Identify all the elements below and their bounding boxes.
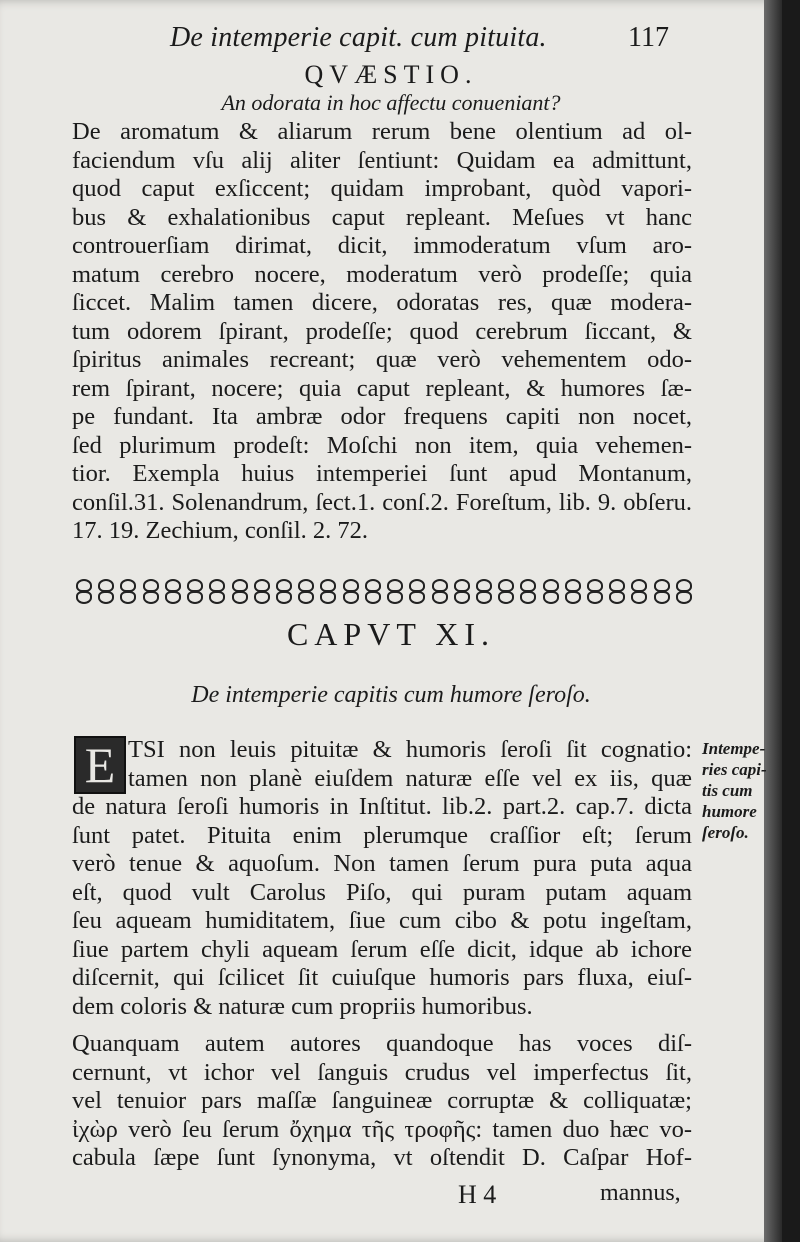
ornament-glyph (563, 578, 581, 604)
ornament-glyph (452, 578, 470, 604)
ornament-glyph (474, 578, 492, 604)
ornament-glyph (296, 578, 314, 604)
page-footer (0, 1180, 782, 1214)
quaestio-label: QVÆSTIO. (304, 60, 478, 89)
text-line: eſt, quod vult Carolus Piſo, qui puram putam aquam (72, 878, 692, 906)
chapter-subtitle: De intemperie capitis cum humore ſeroſo. (191, 682, 591, 708)
text-line: vel tenuior pars maſſæ ſanguineæ corruptæ & colliquatæ; (72, 1087, 692, 1114)
text-line: tior. Exempla huius intemperiei ſunt apud Montanum, (72, 460, 692, 487)
text-line: tum odorem ſpirant, prodeſſe; quod cerebrum ſiccant, & (72, 317, 692, 345)
margin-note-line: ſeroſo. (702, 823, 749, 842)
ornament-glyph (385, 578, 403, 604)
text-line: dem coloris & naturæ cum propriis humoribus. (72, 992, 533, 1020)
ornament-glyph (585, 578, 603, 604)
ornament-glyph (141, 578, 159, 604)
ornament-glyph (341, 578, 359, 604)
ornament-glyph (541, 578, 559, 604)
ornament-glyph (607, 578, 625, 604)
quaestio-question: An odorata in hoc affectu conueniant? (221, 90, 561, 115)
ornament-glyph (96, 578, 114, 604)
ornament-glyph (652, 578, 670, 604)
ornament-glyph (629, 578, 647, 604)
ornament-glyph (674, 578, 692, 604)
text-line: ſpiritus animales recreant; quæ verò vehementem odo- (72, 346, 692, 373)
page-number: 117 (628, 22, 669, 53)
ornament-glyph (74, 578, 92, 604)
drop-cap: E (74, 736, 126, 794)
text-line: cernunt, vt ichor vel ſanguis crudus vel imperfectus ſit, (72, 1058, 692, 1086)
text-line: Quanquam autem autores quandoque has voces diſ- (72, 1030, 692, 1057)
text-line: ſeu aqueam humiditatem, ſiue cum cibo & potu ingeſtam, (72, 907, 692, 934)
text-line: quod caput exſiccent; quidam improbant, quòd vapori- (72, 175, 692, 202)
text-line: de natura ſeroſi humoris in Inſtitut. lib.2. part.2. cap.7. dicta (72, 793, 692, 820)
text-line: conſil.31. Solenandrum, ſect.1. conſ.2. Foreſtum, lib. 9. obſeru. (72, 488, 692, 516)
margin-note-line: ries capi- (702, 760, 767, 779)
chapter-heading: CAPVT XI. (286, 616, 496, 652)
quaestio-paragraph (72, 118, 692, 546)
margin-note-line: Intempe- (702, 739, 766, 758)
ornament-glyph (252, 578, 270, 604)
text-line: ἰχὼρ verò ſeu ſerum ὄχημα τῆς τροφῆς: tamen duo hæc vo- (72, 1115, 692, 1143)
ornament-glyph (185, 578, 203, 604)
text-line: De aromatum & aliarum rerum bene olentium ad ol- (72, 118, 692, 145)
ornament-glyph (207, 578, 225, 604)
ornament-glyph (274, 578, 292, 604)
ornament-glyph (163, 578, 181, 604)
text-line: 17. 19. Zechium, conſil. 2. 72. (72, 517, 368, 544)
margin-note (702, 738, 780, 843)
ornament-glyph (230, 578, 248, 604)
ornament-glyph (118, 578, 136, 604)
text-line: ſiccet. Malim tamen dicere, odoratas res, quæ modera- (72, 289, 692, 316)
text-line: verò tenue & aquoſum. Non tamen ſerum pura puta aqua (72, 850, 692, 877)
ornament-glyph (363, 578, 381, 604)
ornament-glyph (496, 578, 514, 604)
text-line: pe fundant. Ita ambræ odor frequens capiti non nocet, (72, 403, 692, 430)
ornament-glyph (518, 578, 536, 604)
signature-mark: H 4 (458, 1180, 497, 1209)
text-line: diſcernit, qui ſcilicet ſit cuiuſque humoris pars fluxa, eiuſ- (72, 964, 692, 991)
running-head (0, 18, 782, 58)
catchword: mannus, (600, 1180, 681, 1206)
text-line: controuerſiam dirimat, dicit, immoderatum vſum aro- (72, 232, 692, 259)
margin-note-line: tis cum (702, 781, 753, 800)
ornamental-divider (74, 578, 692, 608)
text-line: ſiue partem chyli aqueam ſerum eſſe dicit, idque ab ichore (72, 935, 692, 963)
text-line: cabula ſæpe ſunt ſynonyma, vt oſtendit D. Caſpar Hof- (72, 1144, 692, 1171)
running-head-title: De intemperie capit. cum pituita. (170, 22, 547, 53)
text-line: TSI non leuis pituitæ & humoris ſeroſi ſit cognatio: (128, 736, 692, 763)
chapter-paragraph-1 (72, 736, 692, 1021)
text-line: ſed plurimum prodeſt: Moſchi non item, quia vehemen- (72, 431, 692, 459)
ornament-glyph (430, 578, 448, 604)
text-line: matum cerebro nocere, moderatum verò prodeſſe; quia (72, 260, 692, 288)
text-line: rem ſpirant, nocere; quia caput repleant, & humores ſæ- (72, 374, 692, 402)
text-line: ſunt patet. Pituita enim plerumque craſſior eſt; ſerum (72, 821, 692, 849)
text-line: faciendum vſu alij aliter ſentiunt: Quidam ea admittunt, (72, 146, 692, 174)
margin-note-line: humore (702, 802, 757, 821)
ornament-glyph (318, 578, 336, 604)
ornament-glyph (407, 578, 425, 604)
chapter-paragraph-2 (72, 1030, 692, 1173)
text-line: tamen non planè eiuſdem naturæ eſſe vel ex iis, quæ (128, 764, 692, 792)
text-line: bus & exhalationibus caput repleant. Meſues vt hanc (72, 203, 692, 231)
